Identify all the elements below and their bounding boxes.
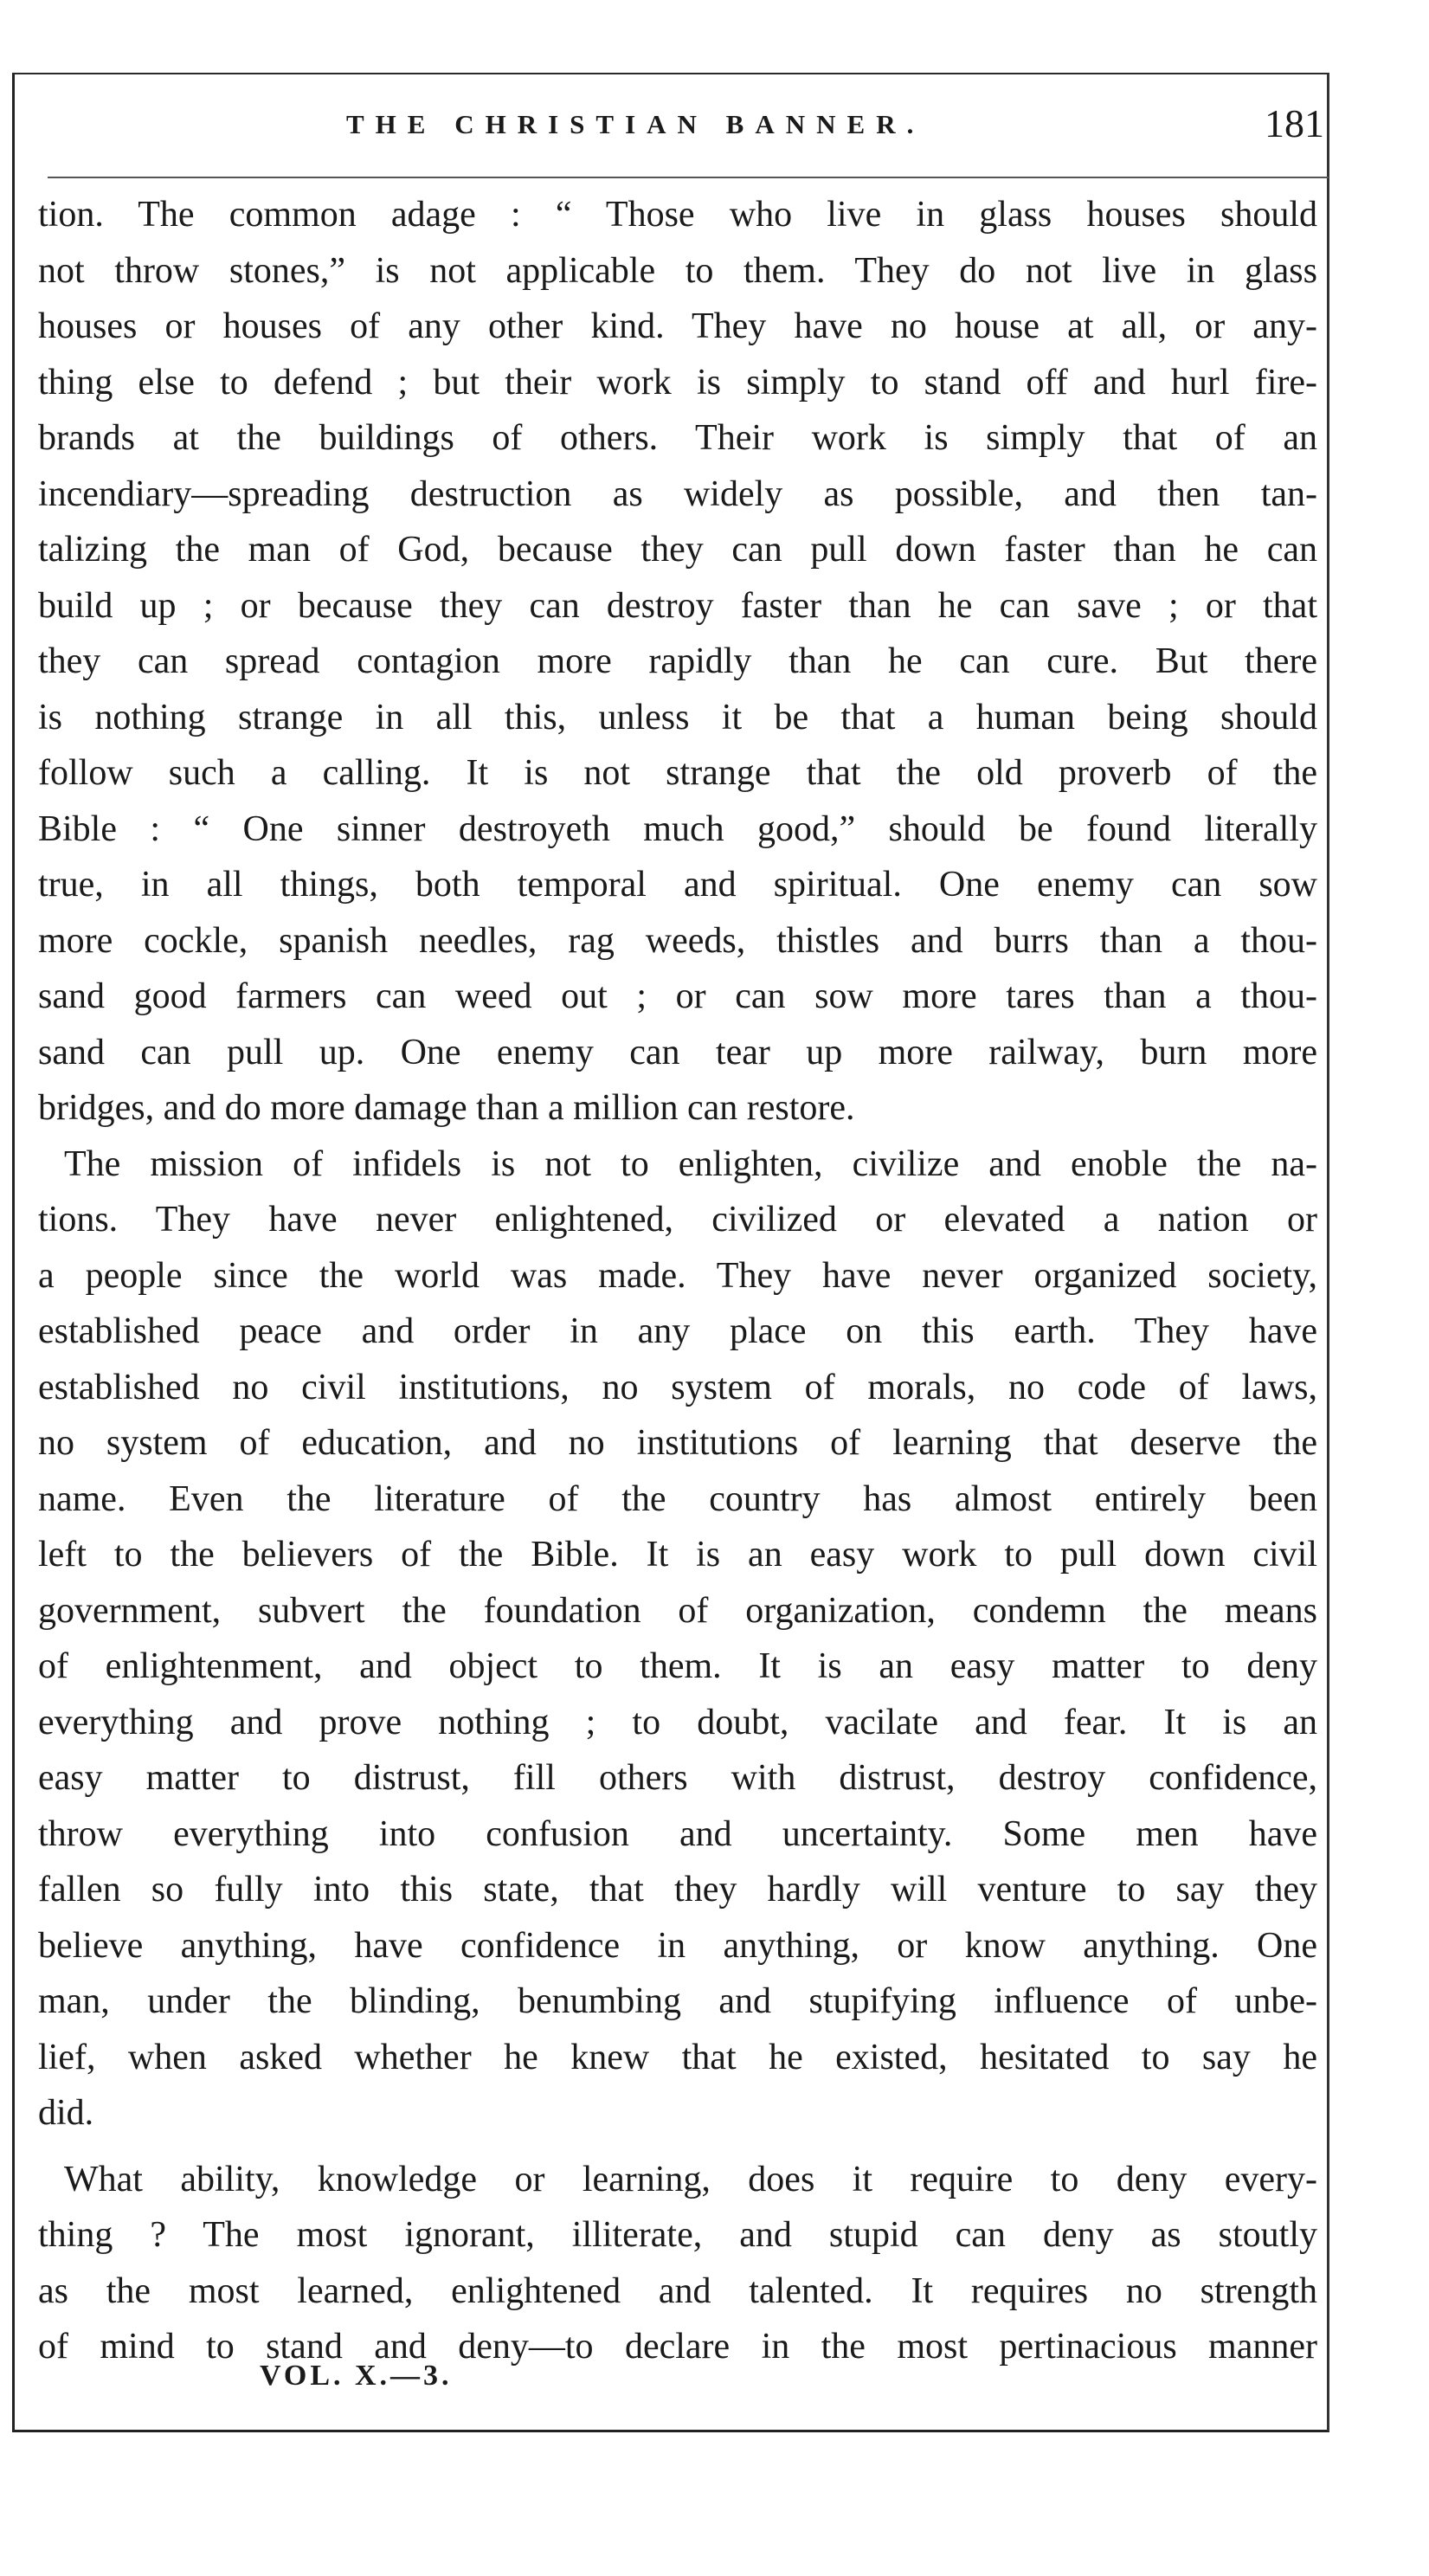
text-line: thing ? The most ignorant, illiterate, and stupid can deny as stoutly [38,2215,1317,2255]
signature-mark: VOL. X.—3. [260,2360,453,2392]
text-line: brands at the buildings of others. Their work is simply that of an [38,418,1317,458]
text-line: thing else to defend ; but their work is simply to stand off and hurl fire- [38,362,1317,402]
paragraph-1 [38,187,1317,1137]
body-text [38,187,1317,2375]
text-line: of mind to stand and deny—to declare in the most pertinacious manner [38,2327,1317,2367]
text-line: tions. They have never enlightened, civilized or elevated a nation or [38,1200,1317,1240]
text-line: government, subvert the foundation of organization, condemn the means [38,1590,1317,1631]
text-line: sand can pull up. One enemy can tear up more railway, burn more [38,1032,1317,1072]
text-line: of enlightenment, and object to them. It is an easy matter to deny [38,1646,1317,1686]
text-line: they can spread contagion more rapidly than he can cure. But there [38,641,1317,681]
text-line: no system of education, and no institutions of learning that deserve the [38,1423,1317,1463]
page-number: 181 [1265,101,1324,145]
text-line: everything and prove nothing ; to doubt, vacilate and fear. It is an [38,1702,1317,1742]
text-line: true, in all things, both temporal and spiritual. One enemy can sow [38,865,1317,905]
text-line: bridges, and do more damage than a million can restore. [38,1088,855,1128]
text-line: What ability, knowledge or learning, does it require to deny every- [64,2159,1317,2199]
text-line: throw everything into confusion and uncertainty. Some men have [38,1813,1317,1854]
text-line: name. Even the literature of the country has almost entirely been [38,1478,1317,1519]
text-line: established no civil institutions, no system of morals, no code of laws, [38,1367,1317,1407]
text-line: sand good farmers can weed out ; or can sow more tares than a thou- [38,976,1317,1016]
running-title: THE CHRISTIAN BANNER. [346,109,925,139]
text-line: easy matter to distrust, fill others with distrust, destroy confidence, [38,1758,1317,1798]
header-rule [48,177,1329,178]
text-line: man, under the blinding, benumbing and stupifying influence of unbe- [38,1981,1317,2021]
paragraph-2 [38,1137,1317,2141]
text-line: did. [38,2093,94,2133]
text-line: tion. The common adage : “ Those who live in glass houses should [38,195,1317,235]
text-line: not throw stones,” is not applicable to them. They do not live in glass [38,250,1317,291]
text-line: The mission of infidels is not to enlighten, civilize and enoble the na- [64,1143,1317,1184]
text-line: Bible : “ One sinner destroyeth much good,” should be found literally [38,808,1317,849]
text-line: believe anything, have confidence in anything, or know anything. One [38,1925,1317,1966]
text-line: talizing the man of God, because they can pull down faster than he can [38,530,1317,570]
text-line: is nothing strange in all this, unless it be that a human being should [38,697,1317,737]
text-line: as the most learned, enlightened and talented. It requires no strength [38,2270,1317,2311]
text-line: fallen so fully into this state, that they hardly will venture to say they [38,1870,1317,1909]
text-line: established peace and order in any place on this earth. They have [38,1311,1317,1351]
text-line: more cockle, spanish needles, rag weeds, thistles and burrs than a thou- [38,920,1317,961]
running-head [35,93,1333,163]
text-line: build up ; or because they can destroy faster than he can save ; or that [38,585,1317,626]
paragraph-3 [38,2152,1317,2375]
text-line: left to the believers of the Bible. It is an easy work to pull down civil [38,1535,1317,1575]
text-line: a people since the world was made. They have never organized society, [38,1255,1317,1296]
paragraph-spacer [38,2141,1317,2152]
text-line: lief, when asked whether he knew that he existed, hesitated to say he [38,2037,1317,2077]
text-line: houses or houses of any other kind. They have no house at all, or any- [38,306,1317,346]
text-line: incendiary—spreading destruction as widely as possible, and then tan- [38,473,1317,514]
text-line: follow such a calling. It is not strange that the old proverb of the [38,753,1317,793]
